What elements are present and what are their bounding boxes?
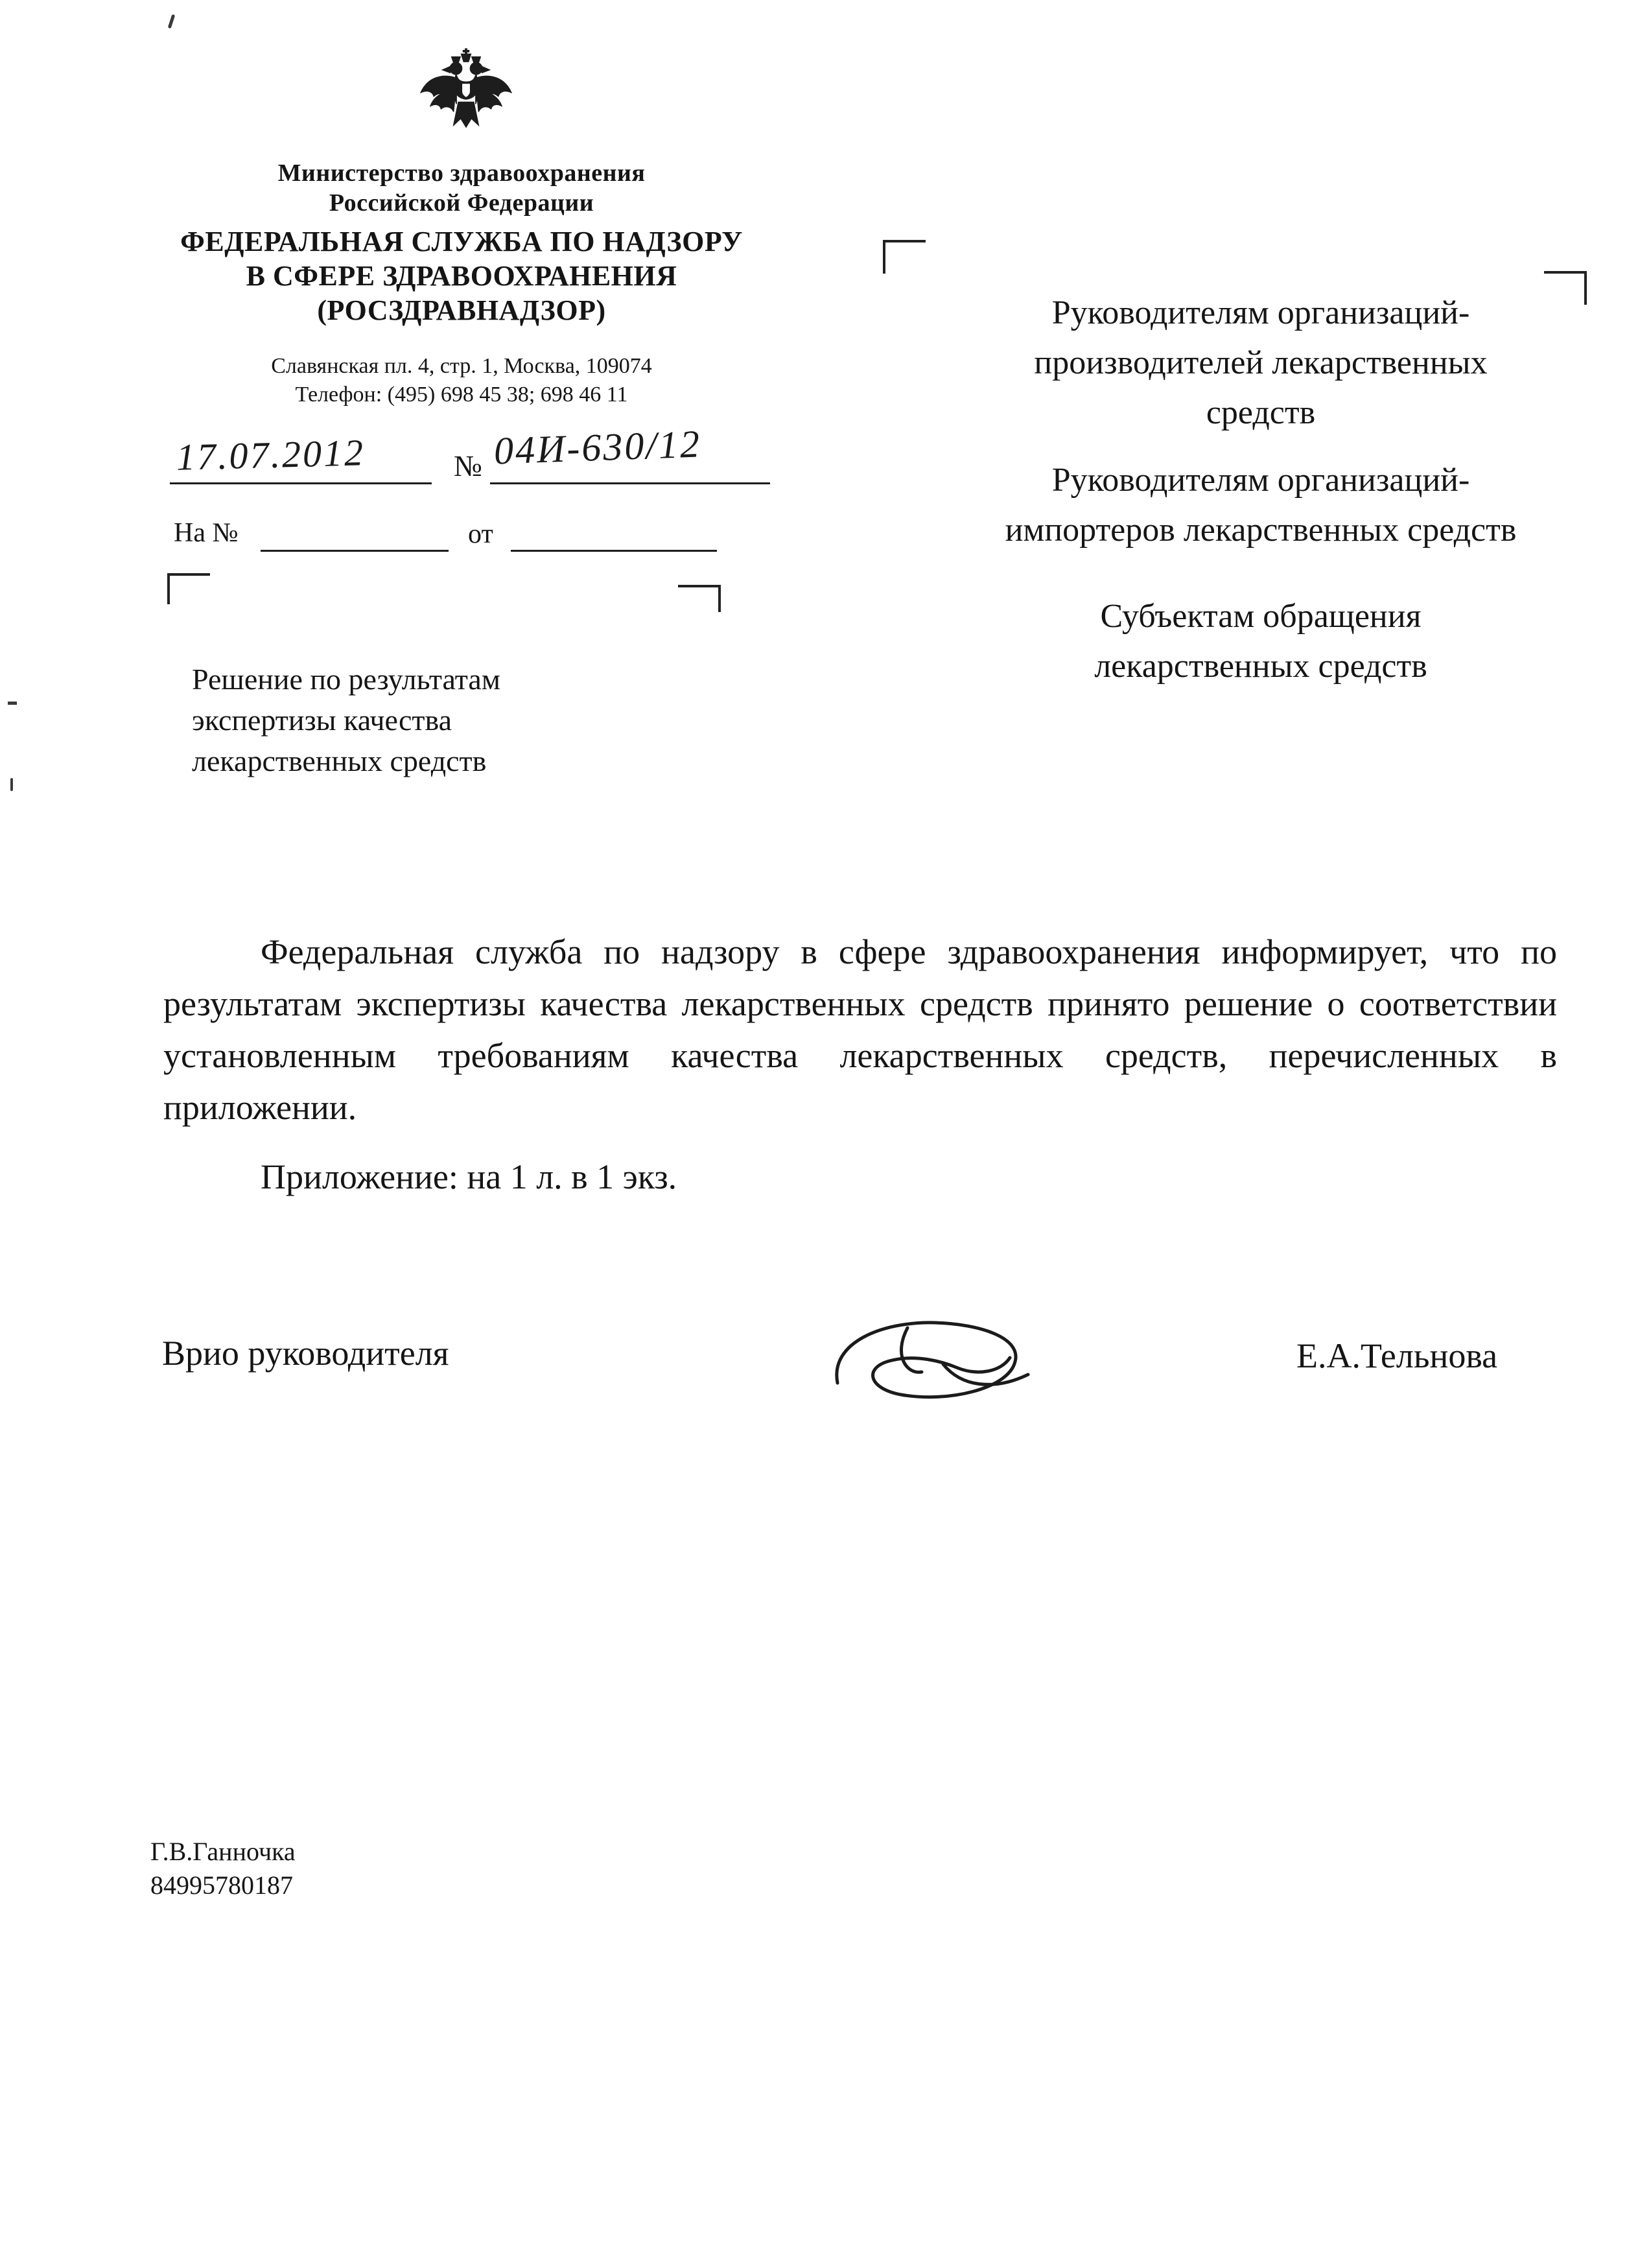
recipient-block-importers <box>953 455 1569 555</box>
handwritten-number: 04И-630/12 <box>493 422 703 473</box>
recipient-line: лекарственных средств <box>1094 648 1427 685</box>
reply-number-underline <box>261 550 449 552</box>
scan-artifact <box>10 778 13 791</box>
ministry-line-1: Министерство здравоохранения <box>277 159 646 187</box>
subject-line-3: лекарственных средств <box>192 744 487 777</box>
reply-from-label: от <box>468 519 493 549</box>
recipient-line: производителей лекарственных <box>1034 344 1488 381</box>
body-paragraph: Федеральная служба по надзору в сфере здравоохранения информирует, что по результатам экспертизы качества лекарственных средств принято решение о соответствии установленным требованиям качества лекарственных средств, перечисленных в приложении. <box>163 932 1557 1127</box>
ministry-name <box>194 158 729 218</box>
signature-autograph <box>810 1302 1044 1425</box>
corner-mark <box>883 240 926 274</box>
ministry-line-2: Российской Федерации <box>329 189 594 217</box>
scan-artifact <box>8 702 17 705</box>
signer-name: Е.А.Тельнова <box>1296 1336 1498 1375</box>
agency-line-1: ФЕДЕРАЛЬНАЯ СЛУЖБА ПО НАДЗОРУ <box>180 226 743 257</box>
subject-line-1: Решение по результатам <box>192 663 500 696</box>
letter-subject <box>192 659 646 781</box>
reply-date-underline <box>511 550 717 552</box>
recipient-block-subjects <box>953 591 1569 691</box>
agency-name <box>150 224 773 327</box>
recipient-line: Руководителям организаций- <box>1051 294 1470 331</box>
recipient-line: средств <box>1206 394 1316 431</box>
number-sign: № <box>454 449 482 482</box>
corner-mark <box>678 585 721 612</box>
subject-line-2: экспертизы качества <box>192 703 452 737</box>
signer-position: Врио руководителя <box>162 1334 449 1373</box>
attachment-note: Приложение: на 1 л. в 1 экз. <box>261 1157 677 1196</box>
reply-to-label: На № <box>174 518 239 548</box>
coat-of-arms-icon <box>408 45 524 157</box>
executor-phone: 84995780187 <box>150 1871 293 1900</box>
agency-line-3: (РОСЗДРАВНАДЗОР) <box>317 294 606 326</box>
recipient-line: Субъектам обращения <box>1100 598 1422 635</box>
agency-line-2: В СФЕРЕ ЗДРАВООХРАНЕНИЯ <box>246 260 677 292</box>
date-underline <box>170 482 432 484</box>
scan-artifact <box>168 14 176 29</box>
recipient-block-manufacturers <box>953 288 1569 438</box>
handwritten-date: 17.07.2012 <box>176 431 366 478</box>
recipient-line: импортеров лекарственных средств <box>1005 512 1517 549</box>
number-underline <box>490 482 770 484</box>
corner-mark <box>167 573 210 604</box>
agency-phone: Телефон: (495) 698 45 38; 698 46 11 <box>295 383 628 407</box>
recipient-line: Руководителям организаций- <box>1051 462 1470 499</box>
agency-address: Славянская пл. 4, стр. 1, Москва, 109074 <box>271 354 652 378</box>
executor-name: Г.В.Ганночка <box>150 1837 296 1866</box>
